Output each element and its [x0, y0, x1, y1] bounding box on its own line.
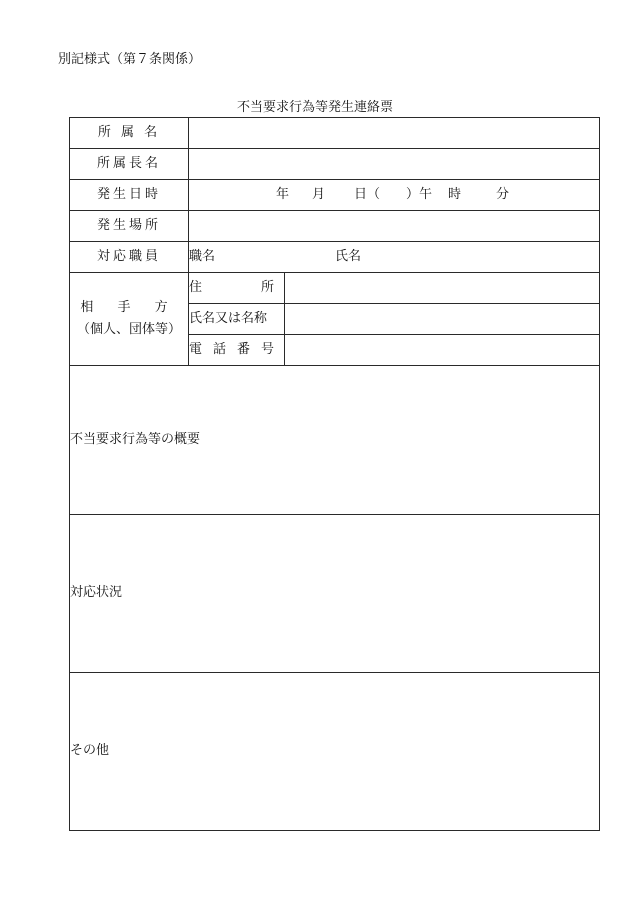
address-char-2: 所 — [260, 279, 274, 295]
overview-field[interactable] — [70, 366, 600, 515]
row-occurred-at — [70, 180, 600, 211]
response-field[interactable] — [70, 515, 600, 673]
minute-unit: 分 — [496, 186, 510, 202]
place-field[interactable] — [189, 211, 600, 242]
phone-char-2: 話 — [212, 341, 226, 357]
party-main-label: 相 手 方 — [80, 299, 178, 315]
party-name-field[interactable] — [285, 304, 600, 335]
row-response — [70, 515, 600, 673]
staff-name-label: 氏名 — [335, 248, 362, 264]
year-unit: 年 — [276, 186, 290, 202]
affiliation-field[interactable] — [189, 118, 600, 149]
row-head — [70, 149, 600, 180]
row-place — [70, 211, 600, 242]
row-overview — [70, 366, 600, 515]
hour-unit: 時 — [448, 186, 462, 202]
party-phone-field[interactable] — [285, 335, 600, 366]
other-label: その他 — [70, 743, 110, 759]
report-form-table — [69, 117, 600, 831]
place-label: 発生場所 — [70, 211, 189, 242]
row-affiliation — [70, 118, 600, 149]
party-phone-label — [189, 335, 285, 366]
head-field[interactable] — [189, 149, 600, 180]
ampm-unit: ）午 — [406, 186, 433, 202]
affiliation-label: 所 属 名 — [70, 118, 189, 149]
row-other — [70, 673, 600, 831]
response-label: 対応状況 — [70, 585, 123, 601]
form-reference: 別記様式（第７条関係） — [58, 52, 202, 67]
phone-char-1: 電 — [189, 341, 203, 357]
staff-title-label: 職名 — [189, 248, 216, 264]
party-sub-label: （個人、団体等） — [76, 322, 181, 337]
party-address-label — [189, 273, 285, 304]
head-label: 所属長名 — [70, 149, 189, 180]
phone-char-4: 号 — [260, 341, 274, 357]
staff-field[interactable] — [189, 242, 600, 273]
staff-label: 対応職員 — [70, 242, 189, 273]
date-line — [189, 187, 599, 203]
row-staff — [70, 242, 600, 273]
occurred-at-field[interactable] — [189, 180, 600, 211]
form-title: 不当要求行為等発生連絡票 — [236, 100, 393, 115]
party-name-label: 氏名又は名称 — [189, 304, 285, 335]
overview-label: 不当要求行為等の概要 — [70, 431, 201, 447]
month-unit: 月 — [312, 186, 326, 202]
row-party-address — [70, 273, 600, 304]
party-label — [70, 273, 189, 366]
party-address-field[interactable] — [285, 273, 600, 304]
other-field[interactable] — [70, 673, 600, 831]
phone-char-3: 番 — [236, 341, 250, 357]
address-char-1: 住 — [189, 279, 203, 295]
occurred-at-label: 発生日時 — [70, 180, 189, 211]
day-unit: 日（ — [354, 186, 381, 202]
